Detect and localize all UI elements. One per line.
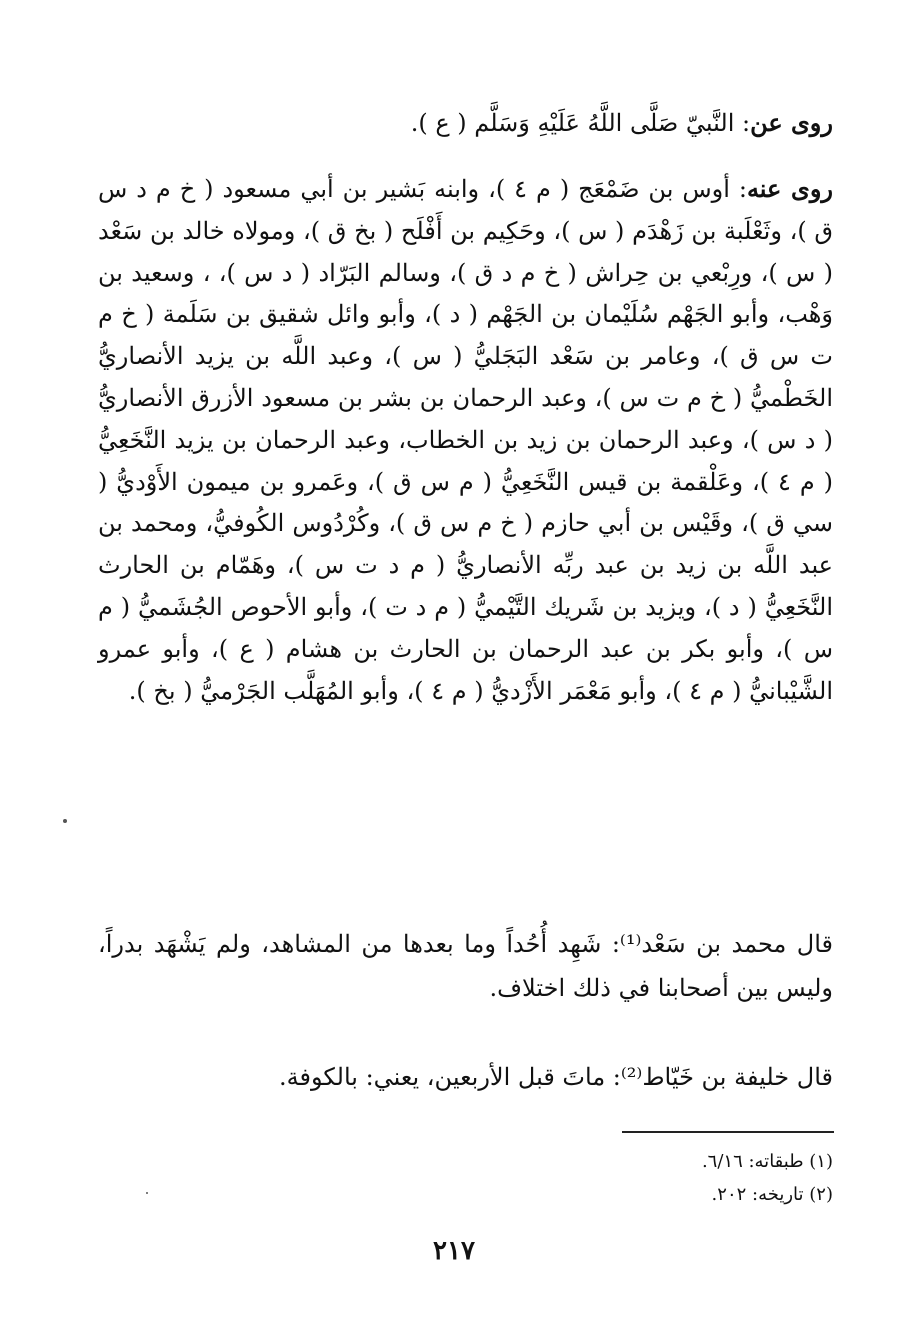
narrated-from-text: : النَّبيّ صَلَّى اللَّهُ عَلَيْهِ وَسَلَّم ( ع ).	[410, 109, 751, 137]
ibn-saad-quote: قال محمد بن سَعْد⁽¹⁾: شَهِد أُحُداً وما بعدها من المشاهد، ولم يَشْهَد بدراً، وليس بين أصحابنا في ذلك اختلاف.	[98, 930, 833, 1002]
scan-speck	[146, 1192, 148, 1194]
narrated-from-label: روى عن	[750, 108, 833, 137]
narrated-by-text: : أوس بن ضَمْعَج ( م ٤ )، وابنه بَشير بن أبي مسعود ( خ م د س ق )، وثَعْلَبة بن زَهْدَم ( س )، وحَكِيم بن أَفْلَح ( بخ ق )، ومولاه خالد بن سَعْد ( س )، ورِبْعي بن حِراش ( خ م د ق )، وسالم البَرّاد ( د س )، ، وسعيد بن وَهْب، وأبو الجَهْم سُلَيْمان بن الجَهْم ( د )، وأبو وائل شقيق بن سَلَمة ( خ م ت س ق )، وعامر بن سَعْد البَجَليُّ ( س )، وعبد اللَّه بن يزيد الأنصاريُّ الخَطْميُّ ( خ م ت س )، وعبد الرحمان بن بشر بن مسعود الأزرق الأنصاريُّ ( د س )، وعبد الرحمان بن زيد بن الخطاب، وعبد الرحمان بن يزيد النَّخَعِيُّ ( م ٤ )، وعَلْقمة بن قيس النَّخَعِيُّ ( م س ق )، وعَمرو بن ميمون الأَوْديُّ ( سي ق )، وقَيْس بن أبي حازم ( خ م س ق )، وكُرْدُوس الكُوفيُّ، ومحمد بن عبد اللَّه بن زيد بن عبد ربِّه الأنصاريُّ ( م د ت س )، وهَمّام بن الحارث النَّخَعِيُّ ( د )، ويزيد بن شَريك التَّيْميُّ ( م د ت )، وأبو الأحوص الجُشَميُّ ( م س )، وأبو بكر بن عبد الرحمان بن الحارث بن هشام ( ع )، وأبو عمرو الشَّيْبانيُّ ( م ٤ )، وأبو مَعْمَر الأَزْديُّ ( م ٤ )، وأبو المُهَلَّب الجَرْميُّ ( بخ ).	[98, 175, 833, 705]
page-number: ٢١٧	[433, 1236, 475, 1266]
footnote-separator	[622, 1131, 834, 1133]
footnote-1: (١) طبقاته: ٦/١٦.	[701, 1151, 833, 1172]
narrated-by-paragraph	[98, 168, 833, 712]
narrated-from-paragraph	[98, 98, 833, 148]
footnote-2: (٢) تاريخه: ٢٠٢.	[711, 1184, 833, 1205]
khalifa-quote: قال خليفة بن خَيّاط⁽²⁾: ماتَ قبل الأربعين، يعني: بالكوفة.	[279, 1063, 833, 1091]
narrated-by-label: روى عنه	[746, 174, 834, 203]
scan-speck	[63, 819, 67, 823]
